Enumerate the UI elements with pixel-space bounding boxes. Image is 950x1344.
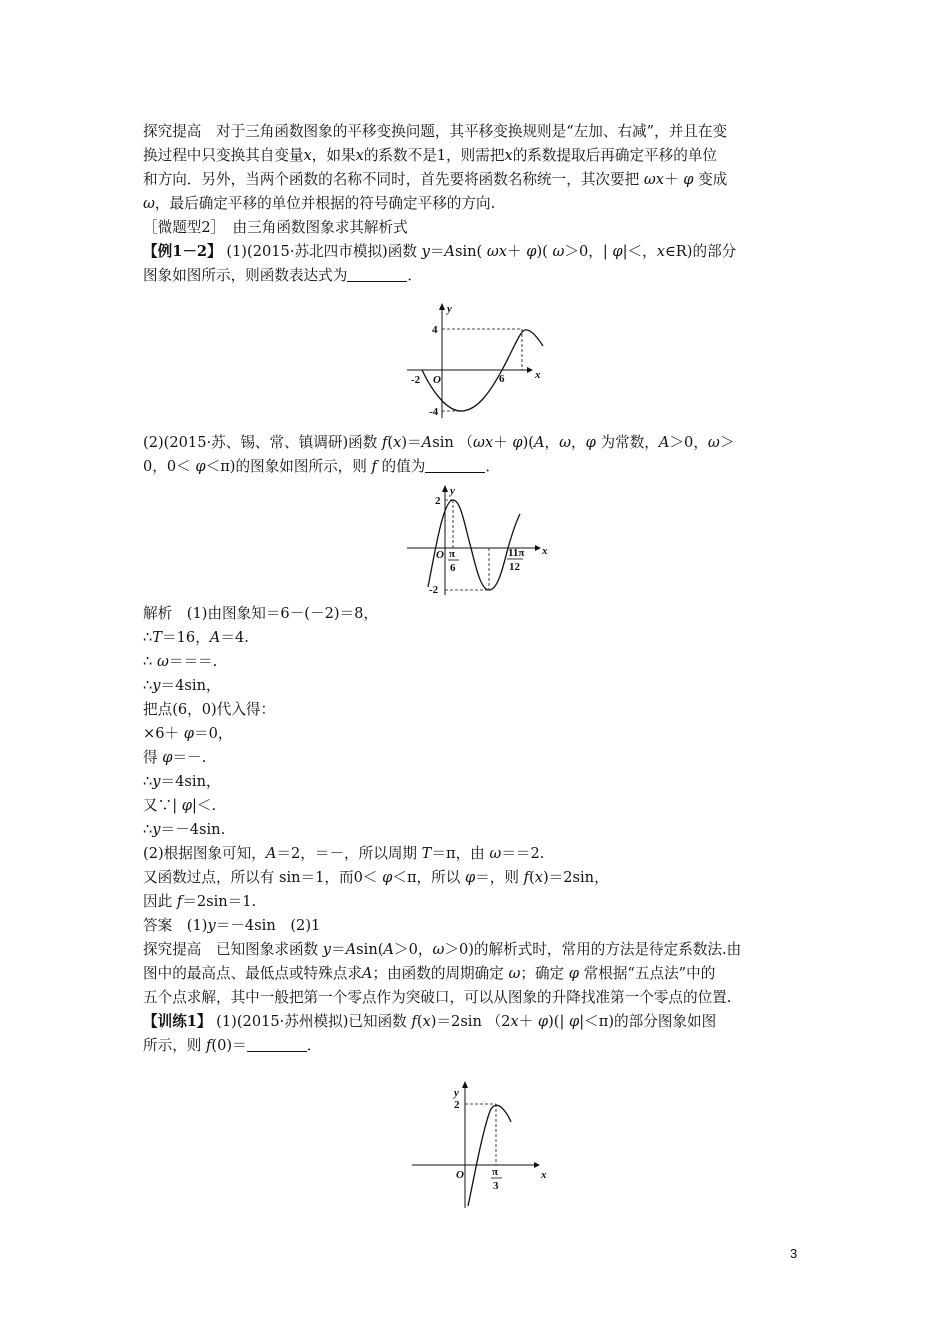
solution-line-1: 解析 (1)由图象知＝6－(－2)＝8， (143, 605, 379, 622)
text-line-2: 换过程中只变换其自变量x，如果x的系数不是1，则需把x的系数提取后再确定平移的单位 (143, 147, 718, 164)
solution-line-10: ∴y＝－4sin. (143, 821, 226, 838)
y-label: y (450, 485, 455, 497)
text-line-3: 和方向．另外，当两个函数的名称不同时，首先要将函数名称统一，其次要把 ωx＋ φ 变成 (143, 171, 728, 188)
x-peak-numerator: π (449, 548, 456, 560)
solution-line-4: ∴y＝4sin， (143, 677, 221, 694)
solution-line-3: ∴ ω＝＝＝. (143, 653, 218, 670)
example-line-1: 【例1－2】 (1)(2015·苏北四市模拟)函数 y＝Asin( ωx＋ φ)( ω＞0，| φ|＜，x∈R)的部分 (143, 243, 737, 260)
x-peak-denominator: 3 (493, 1180, 499, 1192)
solution-line-6: ×6＋ φ＝0， (143, 725, 233, 742)
x-axis-arrow (535, 545, 541, 551)
x-label: x (542, 545, 548, 557)
sine-curve (428, 500, 520, 590)
origin-label: O (436, 549, 444, 561)
y-label: y (454, 1087, 459, 1099)
y-min-label: -2 (429, 584, 439, 596)
solution-line-13: 因此 f＝2sin＝1. (143, 893, 257, 910)
training-line-1: 【训练1】 (1)(2015·苏州模拟)已知函数 f(x)＝2sin （2x＋ φ)(| φ|＜π)的部分图象如图 (143, 1013, 717, 1030)
x-axis-arrow (527, 367, 533, 373)
figure-3 (410, 1078, 560, 1213)
origin-label: O (433, 374, 441, 386)
figure-2-graph (405, 482, 555, 597)
origin-label: O (456, 1169, 464, 1181)
y-min-label: -4 (429, 406, 439, 418)
solution-line-8: ∴y＝4sin， (143, 773, 221, 790)
summary-line-2: 图中的最高点、最低点或特殊点求A；由函数的周期确定 ω；确定 φ 常根据“五点法”中的 (143, 965, 716, 982)
x-right-numerator: 11π (508, 547, 525, 559)
summary-line-1: 探究提高 已知图象求函数 y＝Asin(A＞0，ω＞0)的解析式时，常用的方法是待定系数法.由 (143, 941, 742, 958)
text-line-1: 探究提高 对于三角函数图象的平移变换问题，其平移变换规则是“左加、右减”，并且在变 (143, 123, 728, 140)
y-axis-arrow (442, 485, 448, 492)
figure-3-graph (410, 1078, 560, 1213)
y-label: y (447, 303, 452, 315)
example-line-2: 图象如图所示，则函数表达式为 ． (143, 267, 422, 284)
x-label: x (535, 369, 541, 381)
page-number: 3 (790, 1246, 798, 1261)
x-label: x (541, 1169, 547, 1181)
answer-line: 答案 (1)y＝－4sin (2)1 (143, 917, 321, 934)
solution-line-7: 得 φ＝－. (143, 749, 207, 766)
x-peak-numerator: π (492, 1166, 499, 1178)
x-axis-arrow (534, 1162, 540, 1168)
summary-line-3: 五个点求解，其中一般把第一个零点作为突破口，可以从图象的升降找准第一个零点的位置. (143, 989, 732, 1006)
section-heading: ［微题型2］ 由三角函数图象求其解析式 (143, 219, 408, 236)
solution-line-5: 把点(6，0)代入得： (143, 701, 276, 718)
x-zero-label: 6 (499, 373, 505, 385)
solution-line-11: (2)根据图象可知，A＝2，＝－，所以周期 T＝π，由 ω＝＝2. (143, 845, 545, 862)
training-line-2: 所示，则 f(0)＝ ． (143, 1037, 322, 1054)
x-right-denominator: 12 (509, 561, 520, 573)
y-max-label: 4 (432, 324, 438, 336)
solution-line-12: 又函数过点，所以有 sin＝1，而0＜ φ＜π，所以 φ＝，则 f(x)＝2sin， (143, 869, 609, 886)
x-left-label: -2 (411, 374, 421, 386)
y-axis-arrow (462, 1081, 468, 1088)
solution-line-2: ∴T＝16，A＝4. (143, 629, 249, 646)
figure-1-graph (405, 300, 555, 420)
y-axis-arrow (439, 303, 445, 310)
figure-1 (405, 300, 555, 420)
example2-line-2: 0，0＜ φ＜π)的图象如图所示，则 f 的值为 ． (143, 458, 500, 475)
y-max-label: 2 (454, 1099, 460, 1111)
sine-curve (468, 1105, 511, 1206)
x-peak-denominator: 6 (450, 562, 456, 574)
solution-line-9: 又∵| φ|＜. (143, 797, 217, 814)
example2-line-1: (2)(2015·苏、锡、常、镇调研)函数 f(x)＝Asin （ωx＋ φ)(A，ω，φ 为常数，A＞0，ω＞ (143, 434, 735, 451)
text-line-4: ω，最后确定平移的单位并根据的符号确定平移的方向. (143, 195, 496, 212)
y-max-label: 2 (435, 495, 441, 507)
figure-2 (405, 482, 555, 597)
